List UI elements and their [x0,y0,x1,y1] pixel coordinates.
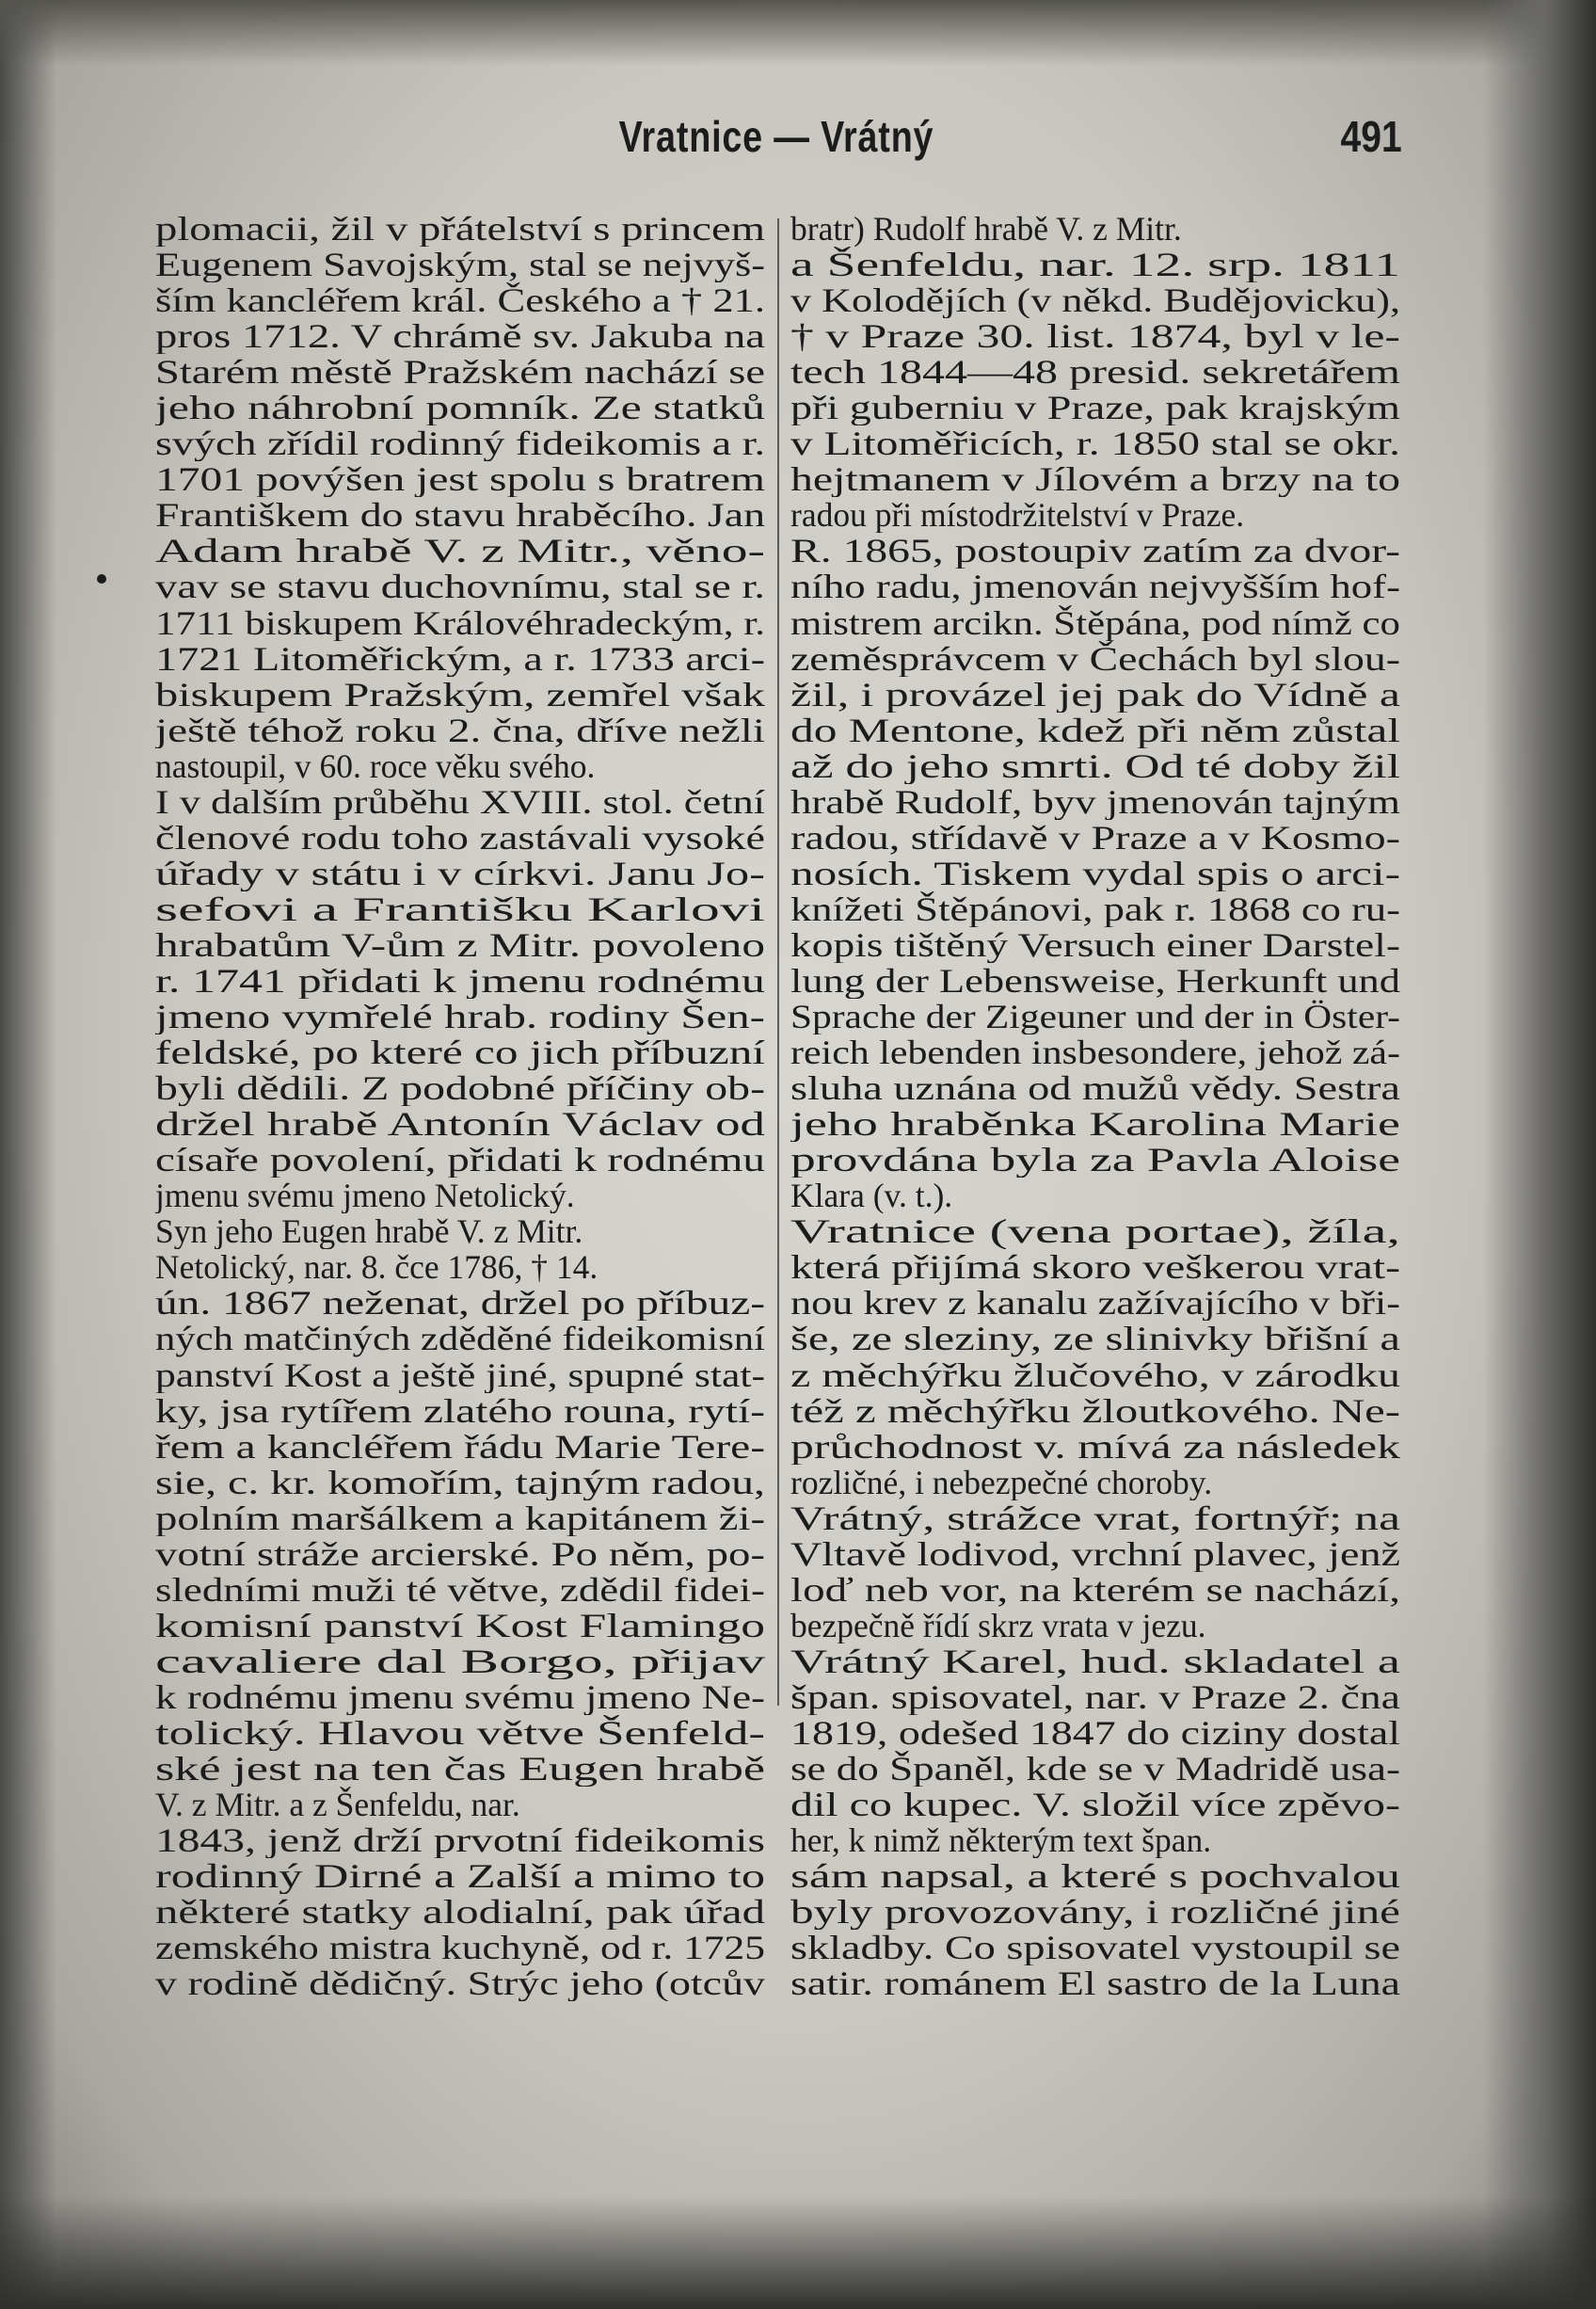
text-line: jmenu svému jmeno Netolický. [155,1178,575,1214]
text-line: Vltavě lodivod, vrchní plavec, jenž [790,1535,1400,1572]
text-line: ún. 1867 neženat, držel po příbuz- [155,1285,765,1322]
text-line: úřady v státu i v církvi. Janu Jo- [155,855,765,891]
text-line: nosích. Tiskem vydal spis o arci- [790,855,1400,891]
text-line: votní stráže arcierské. Po něm, po- [155,1535,765,1572]
text-line: pros 1712. V chrámě sv. Jakuba na [155,318,765,355]
top-shadow [0,0,1596,66]
text-line: svých zřídil rodinný fideikomis a r. [155,425,765,462]
text-line: polním maršálkem a kapitánem ži- [155,1499,765,1536]
header-title: Vratnice — Vrátný [618,112,934,161]
text-line: Netolický, nar. 8. čce 1786, † 14. [155,1249,598,1286]
text-line: byly provozovány, i rozličné jiné [790,1894,1400,1931]
text-line: z měchýřku žlučového, v zárodku [790,1356,1400,1393]
text-line: Klara (v. t.). [790,1178,953,1214]
text-line: Sprache der Zigeuner und der in Öster- [790,999,1400,1035]
text-line: tech 1844—48 presid. sekretářem [790,354,1400,391]
text-line: držel hrabě Antonín Václav od [155,1106,765,1143]
text-line: skladby. Co spisovatel vystoupil se [790,1930,1400,1966]
text-line: loď neb vor, na kterém se nachází, [790,1571,1400,1608]
text-line: žil, i provázel jej pak do Vídně a [790,676,1400,713]
text-line: rozličné, i nebezpečné choroby. [790,1464,1213,1500]
text-line: zeměsprávcem v Čechách byl slou- [790,640,1400,677]
text-line: plomacii, žil v přátelství s princem [155,211,765,248]
text-line: mistrem arcikn. Štěpána, pod nímž co [790,604,1400,641]
text-line: dil co kupec. V. složil více zpěvo- [790,1787,1400,1823]
text-line: feldské, po které co jich příbuzní [155,1034,765,1071]
text-line: členové rodu toho zastávali vysoké [155,819,765,856]
text-line: 1819, odešed 1847 do ciziny dostal [790,1714,1400,1752]
text-line: a Šenfeldu, nar. 12. srp. 1811 [790,247,1400,283]
text-line: V. z Mitr. a z Šenfeldu, nar. [155,1787,520,1823]
text-line: Eugenem Savojským, stal se nejvyš- [155,247,765,283]
text-line: Františkem do stavu hraběcího. Jan [155,497,765,534]
text-line: biskupem Pražským, zemřel však [155,676,765,713]
text-line: hrabatům V-ům z Mitr. povoleno [155,926,765,963]
text-line: reich lebenden insbesondere, jehož zá- [790,1034,1400,1071]
text-line: až do jeho smrti. Od té doby žil [790,747,1400,784]
text-line: Syn jeho Eugen hrabě V. z Mitr. [155,1213,583,1250]
text-line: r. 1741 přidati k jmenu rodnému [155,962,765,1000]
text-line: jeho náhrobní pomník. Ze statků [155,390,765,426]
text-line: ještě téhož roku 2. čna, dříve nežli [155,712,765,748]
text-line: ky, jsa rytířem zlatého rouna, rytí- [155,1392,765,1429]
left-column [155,211,765,2001]
text-line: Adam hrabě V. z Mitr., věno- [155,533,765,569]
text-line: byli dědili. Z podobné příčiny ob- [155,1070,765,1107]
text-line: ším kancléřem král. Českého a † 21. [155,282,765,319]
text-line: která přijímá skoro veškerou vrat- [790,1249,1400,1286]
text-line: nou krev z kanalu zažívajícího v bři- [790,1285,1400,1322]
text-line: též z měchýřku žloutkového. Ne- [790,1392,1400,1429]
text-line: bezpečně řídí skrz vrata v jezu. [790,1607,1206,1644]
text-line: 1721 Litoměřickým, a r. 1733 arci- [155,640,765,677]
text-line: sám napsal, a které s pochvalou [790,1858,1400,1895]
text-line: při guberniu v Praze, pak krajským [790,390,1400,426]
text-line: knížeti Štěpánovi, pak r. 1868 co ru- [790,890,1400,927]
text-line: nastoupil, v 60. roce věku svého. [155,747,596,784]
text-line: se do Španěl, kde se v Madridě usa- [790,1751,1400,1788]
text-line: provdána byla za Pavla Aloise [790,1142,1400,1179]
running-header [151,111,1402,168]
text-line: některé statky alodialní, pak úřad [155,1894,765,1931]
text-line: sledními muži té větve, zdědil fidei- [155,1571,765,1608]
text-line: jeho hraběnka Karolina Marie [790,1106,1400,1143]
text-line: špan. spisovatel, nar. v Praze 2. čna [790,1678,1400,1715]
text-line: zemského mistra kuchyně, od r. 1725 [155,1930,765,1966]
text-line: Vrátný, strážce vrat, fortnýř; na [790,1499,1400,1536]
text-line: panství Kost a ještě jiné, spupné stat- [155,1356,765,1393]
column-divider [777,218,779,1706]
text-line: Starém městě Pražském nachází se [155,354,765,391]
text-line: hrabě Rudolf, byv jmenován tajným [790,783,1400,820]
text-line: k rodnému jmenu svému jmeno Ne- [155,1678,765,1715]
spine-shadow [0,0,56,2309]
text-line: Vratnice (vena portae), žíla, [790,1213,1400,1250]
text-line: hejtmanem v Jílovém a brzy na to [790,461,1400,498]
text-line: do Mentone, kdež při něm zůstal [790,712,1400,748]
text-line: lung der Lebensweise, Herkunft und [790,962,1400,1000]
text-line: R. 1865, postoupiv zatím za dvor- [790,533,1400,569]
text-line: ské jest na ten čas Eugen hrabě [155,1751,765,1788]
text-line: še, ze sleziny, ze slinivky břišní a [790,1321,1400,1357]
text-line: cavaliere dal Borgo, přijav [155,1643,765,1679]
text-line: komisní panství Kost Flamingo [155,1607,765,1644]
text-line: sefovi a Františku Karlovi [155,890,765,927]
right-edge-shadow [1483,0,1596,2309]
text-line: v rodině dědičný. Strýc jeho (otcův [155,1965,765,2002]
text-line: sluha uznána od mužů vědy. Sestra [790,1070,1400,1107]
text-line: císaře povolení, přidati k rodnému [155,1142,765,1179]
text-line: 1701 povýšen jest spolu s bratrem [155,461,765,498]
margin-dot [97,574,106,584]
bottom-shadow [0,2196,1596,2309]
text-line: radou, střídavě v Praze a v Kosmo- [790,819,1400,856]
text-line: I v dalším průběhu XVIII. stol. četní [155,783,765,820]
text-line: bratr) Rudolf hrabě V. z Mitr. [790,211,1182,248]
text-line: 1711 biskupem Královéhradeckým, r. [155,604,765,641]
text-line: kopis tištěný Versuch einer Darstel- [790,926,1400,963]
text-line: rodinný Dirné a Zalší a mimo to [155,1858,765,1895]
text-line: sie, c. kr. komořím, tajným radou, [155,1464,765,1500]
text-line: průchodnost v. mívá za následek [790,1428,1400,1465]
text-line: 1843, jenž drží prvotní fideikomis [155,1822,765,1859]
text-line: Vrátný Karel, hud. skladatel a [790,1643,1400,1679]
text-line: tolický. Hlavou větve Šenfeld- [155,1714,765,1752]
text-line: radou při místodržitelství v Praze. [790,497,1245,534]
text-line: † v Praze 30. list. 1874, byl v le- [790,318,1400,355]
text-line: v Litoměřicích, r. 1850 stal se okr. [790,425,1400,462]
text-line: ního radu, jmenován nejvyšším hof- [790,569,1400,605]
text-line: jmeno vymřelé hrab. rodiny Šen- [155,999,765,1035]
text-line: řem a kancléřem řádu Marie Tere- [155,1428,765,1465]
text-line: v Kolodějích (v někd. Budějovicku), [790,282,1400,319]
text-line: ných matčiných zděděné fideikomisní [155,1321,765,1357]
right-column [790,211,1400,2001]
page-number: 491 [1340,112,1402,161]
text-line: satir. románem El sastro de la Luna [790,1965,1400,2002]
text-line: vav se stavu duchovnímu, stal se r. [155,569,765,605]
text-line: her, k nimž některým text špan. [790,1822,1212,1859]
